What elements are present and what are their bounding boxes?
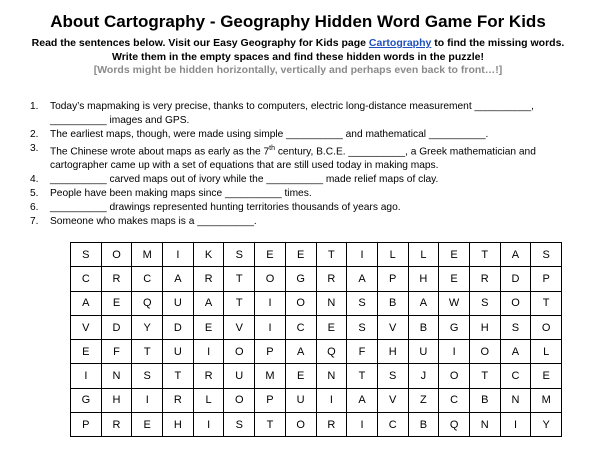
grid-cell[interactable]: M — [255, 364, 286, 388]
grid-cell[interactable]: G — [285, 267, 316, 291]
grid-cell[interactable]: C — [71, 267, 102, 291]
grid-cell[interactable]: N — [316, 291, 347, 315]
grid-row — [71, 413, 562, 437]
grid-cell[interactable]: E — [132, 413, 163, 437]
sentence-text: People have been making maps since __________ times. — [50, 188, 312, 200]
grid-cell[interactable]: I — [255, 291, 286, 315]
grid-cell[interactable]: O — [531, 315, 562, 339]
grid-cell[interactable]: L — [377, 243, 408, 267]
grid-cell[interactable]: T — [132, 340, 163, 364]
hint-note: [Words might be hidden horizontally, vertically and perhaps even back to front…!] — [93, 64, 503, 76]
grid-cell[interactable]: V — [224, 315, 255, 339]
grid-cell[interactable]: T — [255, 413, 286, 437]
instructions — [0, 37, 596, 78]
grid-cell[interactable]: E — [285, 364, 316, 388]
grid-cell[interactable]: F — [101, 340, 132, 364]
grid-cell[interactable]: R — [193, 267, 224, 291]
grid-cell[interactable]: V — [71, 315, 102, 339]
instructions-line-1-after: to find the missing words. — [431, 37, 565, 49]
grid-row — [71, 243, 562, 267]
grid-cell[interactable]: E — [101, 291, 132, 315]
grid-cell[interactable]: A — [71, 291, 102, 315]
grid-cell[interactable]: I — [193, 340, 224, 364]
grid-cell[interactable]: O — [469, 340, 500, 364]
sentence-number: 2. — [30, 129, 39, 140]
instructions-line-1-before: Read the sentences below. Visit our Easy Geography for Kids page — [31, 37, 369, 49]
grid-cell[interactable]: P — [255, 388, 286, 412]
grid-cell[interactable]: O — [285, 291, 316, 315]
grid-cell[interactable]: S — [531, 243, 562, 267]
grid-cell[interactable]: C — [500, 364, 531, 388]
grid-cell[interactable]: I — [193, 413, 224, 437]
grid-cell[interactable]: T — [224, 267, 255, 291]
grid-cell[interactable]: T — [531, 291, 562, 315]
sentence-text: cartographer came up with a set of equations that are still used today in making maps. — [50, 160, 439, 172]
grid-cell[interactable]: T — [224, 291, 255, 315]
grid-cell[interactable]: I — [347, 243, 378, 267]
grid-cell[interactable]: A — [500, 243, 531, 267]
grid-cell[interactable]: N — [500, 388, 531, 412]
grid-cell[interactable]: H — [101, 388, 132, 412]
grid-cell[interactable]: N — [316, 364, 347, 388]
grid-cell[interactable]: L — [193, 388, 224, 412]
grid-cell[interactable]: O — [101, 243, 132, 267]
grid-row — [71, 315, 562, 339]
grid-cell[interactable]: T — [347, 364, 378, 388]
grid-cell[interactable]: A — [193, 291, 224, 315]
grid-cell[interactable]: R — [193, 364, 224, 388]
instructions-line-1 — [0, 37, 596, 51]
grid-cell[interactable]: H — [377, 340, 408, 364]
sentence-text: The earliest maps, though, were made using simple __________ and mathematical __________. — [50, 129, 489, 140]
grid-cell[interactable]: O — [439, 364, 470, 388]
grid-cell[interactable]: E — [439, 267, 470, 291]
grid-cell[interactable]: I — [347, 413, 378, 437]
grid-cell[interactable]: Q — [439, 413, 470, 437]
sentence-item — [30, 215, 570, 229]
grid-cell[interactable]: U — [163, 291, 194, 315]
grid-cell[interactable]: I — [71, 364, 102, 388]
grid-cell[interactable]: N — [469, 413, 500, 437]
grid-cell[interactable]: R — [101, 413, 132, 437]
grid-cell[interactable]: G — [71, 388, 102, 412]
grid-cell[interactable]: I — [500, 413, 531, 437]
sentence-number: 3. — [30, 143, 39, 154]
cartography-link[interactable]: Cartography — [368, 37, 432, 49]
grid-cell[interactable]: S — [377, 364, 408, 388]
grid-cell[interactable]: B — [408, 413, 439, 437]
grid-cell[interactable]: P — [531, 267, 562, 291]
grid-cell[interactable]: P — [255, 340, 286, 364]
sentence-text: __________ images and GPS. — [50, 115, 190, 126]
grid-cell[interactable]: O — [255, 267, 286, 291]
grid-cell[interactable]: A — [285, 340, 316, 364]
grid-cell[interactable]: W — [439, 291, 470, 315]
grid-row — [71, 364, 562, 388]
sentence-text: The Chinese wrote about maps as early as the 7th century, B.C.E. __________, a Greek mathematician and — [50, 145, 536, 158]
grid-cell[interactable]: R — [163, 388, 194, 412]
grid-cell[interactable]: E — [71, 340, 102, 364]
sentence-item — [30, 142, 570, 173]
grid-cell[interactable]: T — [163, 364, 194, 388]
grid-cell[interactable]: L — [408, 243, 439, 267]
grid-cell[interactable]: O — [224, 340, 255, 364]
grid-cell[interactable]: I — [439, 340, 470, 364]
grid-cell[interactable]: Y — [531, 413, 562, 437]
sentence-item — [30, 128, 570, 142]
grid-cell[interactable]: T — [469, 243, 500, 267]
grid-cell[interactable]: I — [163, 243, 194, 267]
grid-cell[interactable]: T — [469, 364, 500, 388]
grid-cell[interactable]: B — [469, 388, 500, 412]
sentence-list — [30, 100, 570, 229]
page-title: About Cartography - Geography Hidden Word Game For Kids — [50, 12, 546, 31]
grid-cell[interactable]: S — [224, 413, 255, 437]
sentence-number: 5. — [30, 188, 39, 200]
grid-cell[interactable]: I — [132, 388, 163, 412]
grid-cell[interactable]: D — [500, 267, 531, 291]
grid-cell[interactable]: C — [377, 413, 408, 437]
grid-cell[interactable]: Z — [408, 388, 439, 412]
grid-cell[interactable]: G — [439, 315, 470, 339]
instructions-line-2: Write them in the empty spaces and find these hidden words in the puzzle! — [111, 50, 485, 63]
grid-cell[interactable]: T — [316, 243, 347, 267]
sentence-number: 1. — [30, 101, 39, 112]
grid-cell[interactable]: A — [347, 267, 378, 291]
grid-row — [71, 388, 562, 412]
sentence-text: Someone who makes maps is a __________. — [50, 216, 257, 228]
grid-cell[interactable]: S — [71, 243, 102, 267]
grid-cell[interactable]: B — [377, 291, 408, 315]
grid-cell[interactable]: R — [316, 413, 347, 437]
grid-cell[interactable]: C — [439, 388, 470, 412]
sentence-text: __________ carved maps out of ivory while the __________ made relief maps of clay. — [50, 174, 439, 186]
grid-cell[interactable]: H — [469, 315, 500, 339]
grid-cell[interactable]: R — [316, 267, 347, 291]
grid-cell[interactable]: D — [163, 315, 194, 339]
grid-cell[interactable]: U — [163, 340, 194, 364]
grid-cell[interactable]: P — [377, 267, 408, 291]
grid-cell[interactable]: E — [193, 315, 224, 339]
grid-cell[interactable]: S — [500, 315, 531, 339]
grid-cell[interactable]: A — [500, 340, 531, 364]
grid-cell[interactable]: S — [224, 243, 255, 267]
grid-cell[interactable]: E — [531, 364, 562, 388]
grid-cell[interactable]: R — [469, 267, 500, 291]
grid-cell[interactable]: V — [377, 315, 408, 339]
grid-cell[interactable]: K — [193, 243, 224, 267]
sentence-text: __________ drawings represented hunting territories thousands of years ago. — [50, 202, 401, 214]
grid-cell[interactable]: E — [439, 243, 470, 267]
grid-cell[interactable]: Y — [132, 315, 163, 339]
grid-cell[interactable]: M — [531, 388, 562, 412]
grid-cell[interactable]: M — [132, 243, 163, 267]
grid-cell[interactable]: E — [285, 243, 316, 267]
grid-cell[interactable]: S — [347, 315, 378, 339]
grid-cell[interactable]: R — [101, 267, 132, 291]
sentence-item — [30, 100, 570, 128]
grid-cell[interactable]: I — [316, 388, 347, 412]
grid-row — [71, 267, 562, 291]
grid-cell[interactable]: V — [377, 388, 408, 412]
sentence-item — [30, 187, 570, 201]
grid-cell[interactable]: C — [132, 267, 163, 291]
grid-cell[interactable]: A — [163, 267, 194, 291]
word-search-grid — [70, 242, 562, 437]
grid-cell[interactable]: O — [224, 388, 255, 412]
grid-cell[interactable]: S — [347, 291, 378, 315]
grid-cell[interactable]: Q — [316, 340, 347, 364]
grid-cell[interactable]: P — [71, 413, 102, 437]
sentence-item — [30, 201, 570, 215]
grid-row — [71, 340, 562, 364]
grid-cell[interactable]: B — [408, 315, 439, 339]
sentence-text: Today’s mapmaking is very precise, thanks to computers, electric long-distance measurement __________, — [50, 101, 534, 112]
grid-cell[interactable]: H — [408, 267, 439, 291]
grid-cell[interactable]: S — [469, 291, 500, 315]
sentence-item — [30, 173, 570, 187]
grid-cell[interactable]: E — [255, 243, 286, 267]
grid-cell[interactable]: N — [101, 364, 132, 388]
grid-cell[interactable]: O — [500, 291, 531, 315]
grid-cell[interactable]: U — [224, 364, 255, 388]
grid-cell[interactable]: D — [101, 315, 132, 339]
grid-cell[interactable]: O — [285, 413, 316, 437]
grid-cell[interactable]: A — [347, 388, 378, 412]
grid-cell[interactable]: H — [163, 413, 194, 437]
grid-cell[interactable]: S — [132, 364, 163, 388]
sentence-number: 7. — [30, 216, 39, 228]
grid-row — [71, 291, 562, 315]
grid-cell[interactable]: L — [531, 340, 562, 364]
grid-cell[interactable]: U — [285, 388, 316, 412]
grid-cell[interactable]: A — [408, 291, 439, 315]
grid-cell[interactable]: F — [347, 340, 378, 364]
grid-cell[interactable]: C — [285, 315, 316, 339]
grid-cell[interactable]: Q — [132, 291, 163, 315]
sentence-number: 4. — [30, 174, 39, 186]
grid-cell[interactable]: J — [408, 364, 439, 388]
grid-cell[interactable]: U — [408, 340, 439, 364]
grid-cell[interactable]: E — [316, 315, 347, 339]
sentence-number: 6. — [30, 202, 39, 214]
grid-cell[interactable]: I — [255, 315, 286, 339]
